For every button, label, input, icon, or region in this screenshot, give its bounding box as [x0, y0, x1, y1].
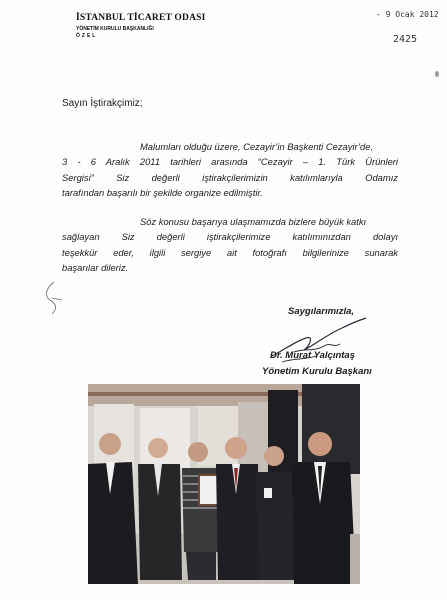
organization-name: İSTANBUL TİCARET ODASI	[76, 13, 206, 23]
group-photo-illustration	[88, 384, 360, 584]
paragraph-line: tarafından başarılı bir şekilde organize edilmiştir.	[62, 186, 263, 198]
paragraph-line: 3 - 6 Aralık 2011 tarihleri arasında “Cezayir – 1. Türk Ürünleri	[62, 156, 398, 168]
signer-name: Dr. Murat Yalçıntaş	[270, 350, 356, 361]
received-date-stamp: - 9 Ocak 2012	[376, 10, 439, 19]
paragraph-thanks	[62, 214, 398, 275]
document-number-stamp: 2425	[393, 34, 418, 45]
paragraph-line: Söz konusu başarıya ulaşmamızda bizlere büyük katkı	[140, 216, 367, 227]
pen-mark	[40, 278, 70, 318]
handwritten-signature	[264, 312, 374, 372]
paragraph-line: başarılar dileriz.	[62, 261, 129, 273]
confidential-label: ÖZEL	[76, 33, 98, 39]
signer-title: Yönetim Kurulu Başkanı	[262, 366, 372, 377]
exhibition-group-photo	[88, 384, 360, 584]
closing-text: Saygılarımızla,	[288, 306, 355, 317]
salutation: Sayın İştirakçimiz;	[62, 98, 143, 109]
paragraph-line: sağlayan Siz değerli iştirakçilerimize katılımınızdan dolayı	[62, 231, 398, 243]
paragraph-intro	[62, 139, 398, 200]
paragraph-line: Malumları olduğu üzere, Cezayir’in Başkenti Cezayir’de,	[140, 141, 374, 152]
paragraph-line: Sergisi” Siz değerli iştirakçilerimizin katılımlarıyla Odamız	[62, 171, 398, 183]
punch-hole-mark	[434, 70, 440, 78]
organization-department: YÖNETİM KURULU BAŞKANLIĞI	[76, 26, 154, 32]
paragraph-line: teşekkür eder, ilgili sergiye ait fotoğrafı bilgilerinize sunarak	[62, 246, 398, 258]
